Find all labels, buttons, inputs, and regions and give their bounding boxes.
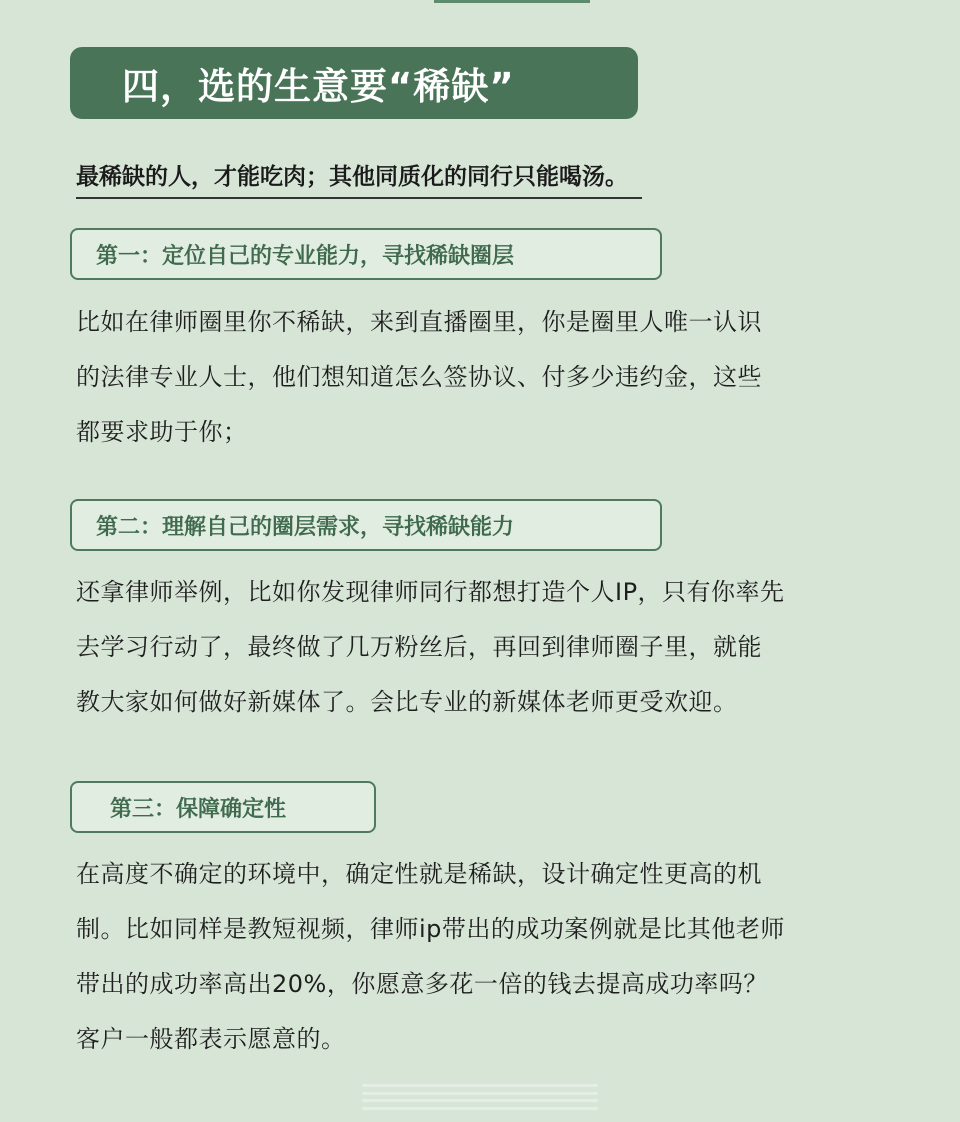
point-label-3	[70, 781, 376, 833]
point-3-line-1: 在高度不确定的环境中，确定性就是稀缺，设计确定性更高的机	[76, 860, 762, 888]
point-label-3-text: 第三：保障确定性	[110, 796, 287, 822]
point-2-line-1: 还拿律师举例，比如你发现律师同行都想打造个人IP，只有你率先	[76, 578, 785, 606]
point-3-line-4: 客户一般都表示愿意的。	[76, 1025, 346, 1053]
point-label-2-text: 第二：理解自己的圈层需求，寻找稀缺能力	[96, 514, 515, 540]
point-1-line-1: 比如在律师圈里你不稀缺，来到直播圈里，你是圈里人唯一认识	[76, 308, 762, 336]
bottom-watermark	[362, 1084, 598, 1110]
point-3-line-3: 带出的成功率高出20%，你愿意多花一倍的钱去提高成功率吗？	[76, 970, 768, 998]
point-label-1	[70, 228, 662, 280]
section-title: 四，选的生意要“稀缺”	[122, 65, 515, 108]
point-label-1-text: 第一：定位自己的专业能力，寻找稀缺圈层	[96, 243, 515, 269]
point-label-2	[70, 499, 662, 551]
point-1-line-3: 都要求助于你；	[76, 418, 248, 446]
section-subtitle: 最稀缺的人，才能吃肉；其他同质化的同行只能喝汤。	[76, 158, 642, 199]
point-1-line-2: 的法律专业人士，他们想知道怎么签协议、付多少违约金，这些	[76, 363, 762, 391]
point-2-line-3: 教大家如何做好新媒体了。会比专业的新媒体老师更受欢迎。	[76, 688, 738, 716]
top-divider-line	[434, 0, 590, 3]
point-2-line-2: 去学习行动了，最终做了几万粉丝后，再回到律师圈子里，就能	[76, 633, 762, 661]
point-3-line-2: 制。比如同样是教短视频，律师ip带出的成功案例就是比其他老师	[76, 915, 785, 943]
section-title-banner	[70, 47, 638, 119]
